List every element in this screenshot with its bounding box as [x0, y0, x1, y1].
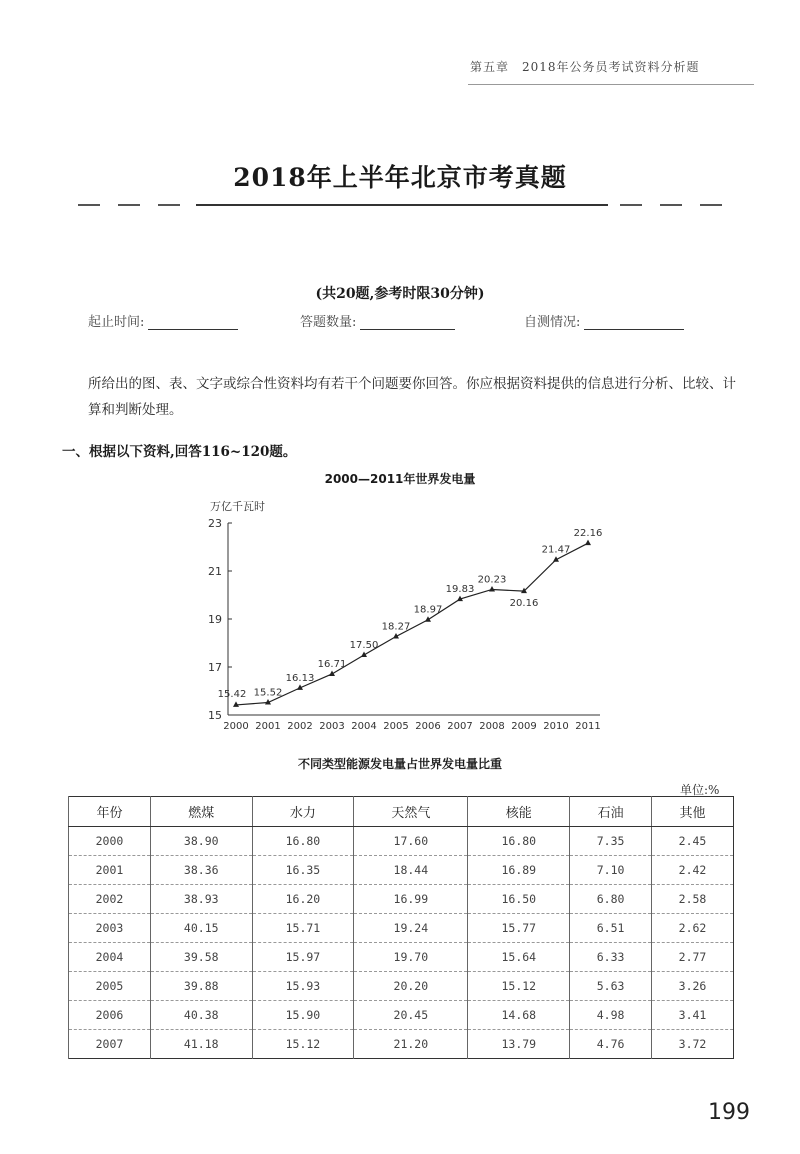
y-axis-label: 万亿千瓦时: [210, 500, 265, 513]
table-cell: 2001: [69, 856, 151, 885]
table-row: [69, 827, 734, 856]
table-row: [69, 914, 734, 943]
table-cell: 18.44: [354, 856, 468, 885]
table-cell: 13.79: [468, 1030, 570, 1059]
table-cell: 7.35: [570, 827, 652, 856]
page-number: 199: [708, 1100, 750, 1125]
column-header: 天然气: [354, 797, 468, 827]
x-tick-label: 2000: [223, 721, 249, 732]
table-title: 不同类型能源发电量占世界发电量比重: [297, 757, 502, 771]
data-label: 15.42: [217, 688, 247, 700]
title-dash: [660, 204, 682, 206]
x-tick-label: 2004: [351, 721, 377, 732]
section-heading: 一、根据以下资料,回答116~120题。: [62, 444, 297, 460]
data-label: 19.83: [445, 584, 475, 596]
table-cell: 15.93: [252, 972, 354, 1001]
self-assessment-blank[interactable]: [584, 317, 684, 330]
table-cell: 4.98: [570, 1001, 652, 1030]
table-cell: 3.41: [652, 1001, 734, 1030]
start-time-label: 起止时间:: [88, 315, 145, 330]
table-cell: 2.77: [652, 943, 734, 972]
table-cell: 20.20: [354, 972, 468, 1001]
table-header-row: [69, 797, 734, 827]
instructions-paragraph: 所给出的图、表、文字或综合性资料均有若干个问题要你回答。你应根据资料提供的信息进行分析、比较、计算和判断处理。: [88, 376, 736, 418]
title-dash: [158, 204, 180, 206]
data-label: 17.50: [349, 640, 379, 651]
self-assessment-label: 自测情况:: [524, 315, 581, 330]
table-cell: 38.36: [150, 856, 252, 885]
table-cell: 38.90: [150, 827, 252, 856]
table-cell: 3.26: [652, 972, 734, 1001]
table-cell: 41.18: [150, 1030, 252, 1059]
table-cell: 15.64: [468, 943, 570, 972]
table-cell: 16.80: [252, 827, 354, 856]
data-label: 16.71: [317, 658, 347, 670]
data-point-marker: [489, 586, 495, 592]
table-cell: 2000: [69, 827, 151, 856]
start-time-field: [88, 311, 238, 330]
table-cell: 2.45: [652, 827, 734, 856]
title-dash: [700, 204, 722, 206]
table-row: [69, 1001, 734, 1030]
table-cell: 19.24: [354, 914, 468, 943]
table-cell: 2.58: [652, 885, 734, 914]
data-label: 18.97: [413, 604, 443, 616]
correct-count-label: 答题数量:: [300, 315, 357, 330]
title-rule: [196, 204, 608, 206]
data-label: 21.47: [541, 544, 571, 556]
table-cell: 15.97: [252, 943, 354, 972]
table-cell: 16.89: [468, 856, 570, 885]
data-label: 20.23: [477, 574, 507, 586]
data-point-marker: [585, 540, 591, 546]
line-chart: [180, 496, 620, 746]
column-header: 水力: [252, 797, 354, 827]
data-label: 22.16: [573, 528, 603, 540]
table-cell: 39.58: [150, 943, 252, 972]
x-tick-label: 2010: [543, 721, 569, 732]
title-dash: [78, 204, 100, 206]
table-cell: 5.63: [570, 972, 652, 1001]
table-cell: 40.15: [150, 914, 252, 943]
table-cell: 6.33: [570, 943, 652, 972]
table-cell: 15.12: [468, 972, 570, 1001]
table-row: [69, 885, 734, 914]
table-cell: 6.51: [570, 914, 652, 943]
table-cell: 17.60: [354, 827, 468, 856]
start-time-blank[interactable]: [148, 317, 238, 330]
data-label: 18.27: [381, 621, 411, 633]
table-cell: 15.12: [252, 1030, 354, 1059]
table-row: [69, 856, 734, 885]
page-title: 2018年上半年北京市考真题: [233, 163, 567, 192]
data-label: 20.16: [509, 598, 539, 610]
energy-share-table: [68, 796, 734, 1059]
table-cell: 16.99: [354, 885, 468, 914]
header-rule: [468, 84, 754, 85]
table-cell: 2.42: [652, 856, 734, 885]
table-cell: 2007: [69, 1030, 151, 1059]
table-cell: 38.93: [150, 885, 252, 914]
column-header: 石油: [570, 797, 652, 827]
table-cell: 14.68: [468, 1001, 570, 1030]
table-cell: 15.71: [252, 914, 354, 943]
correct-count-field: [300, 311, 455, 330]
x-tick-label: 2003: [319, 721, 345, 732]
table-cell: 16.35: [252, 856, 354, 885]
table-cell: 20.45: [354, 1001, 468, 1030]
table-cell: 2005: [69, 972, 151, 1001]
table-cell: 2006: [69, 1001, 151, 1030]
table-row: [69, 943, 734, 972]
table-row: [69, 1030, 734, 1059]
title-dash: [118, 204, 140, 206]
column-header: 燃煤: [150, 797, 252, 827]
column-header: 核能: [468, 797, 570, 827]
subtitle: (共20题,参考时限30分钟): [315, 286, 485, 302]
x-tick-label: 2001: [255, 721, 281, 732]
x-tick-label: 2007: [447, 721, 473, 732]
y-tick-label: 15: [208, 709, 222, 722]
table-cell: 16.80: [468, 827, 570, 856]
table-cell: 2003: [69, 914, 151, 943]
x-tick-label: 2002: [287, 721, 313, 732]
column-header: 其他: [652, 797, 734, 827]
title-dash: [620, 204, 642, 206]
self-assessment-field: [524, 311, 684, 330]
table-cell: 2.62: [652, 914, 734, 943]
table-cell: 16.20: [252, 885, 354, 914]
table-cell: 21.20: [354, 1030, 468, 1059]
data-label: 16.13: [285, 672, 315, 684]
table-cell: 6.80: [570, 885, 652, 914]
table-cell: 15.90: [252, 1001, 354, 1030]
table-cell: 15.77: [468, 914, 570, 943]
correct-count-blank[interactable]: [360, 317, 455, 330]
table-row: [69, 972, 734, 1001]
x-tick-label: 2011: [575, 721, 601, 732]
table-cell: 19.70: [354, 943, 468, 972]
table-cell: 16.50: [468, 885, 570, 914]
unit-label: 单位:%: [680, 783, 720, 797]
y-tick-label: 19: [208, 613, 222, 626]
table-cell: 7.10: [570, 856, 652, 885]
table-cell: 3.72: [652, 1030, 734, 1059]
table-cell: 2002: [69, 885, 151, 914]
table-cell: 4.76: [570, 1030, 652, 1059]
table-cell: 40.38: [150, 1001, 252, 1030]
y-tick-label: 17: [208, 661, 222, 674]
x-tick-label: 2009: [511, 721, 537, 732]
running-header: 第五章 2018年公务员考试资料分析题: [470, 60, 700, 74]
y-tick-label: 23: [208, 517, 222, 530]
table-cell: 2004: [69, 943, 151, 972]
y-tick-label: 21: [208, 565, 222, 578]
x-tick-label: 2005: [383, 721, 409, 732]
x-tick-label: 2008: [479, 721, 505, 732]
data-label: 15.52: [253, 687, 283, 699]
table-cell: 39.88: [150, 972, 252, 1001]
chart-title: 2000—2011年世界发电量: [324, 472, 476, 486]
column-header: 年份: [69, 797, 151, 827]
x-tick-label: 2006: [415, 721, 441, 732]
